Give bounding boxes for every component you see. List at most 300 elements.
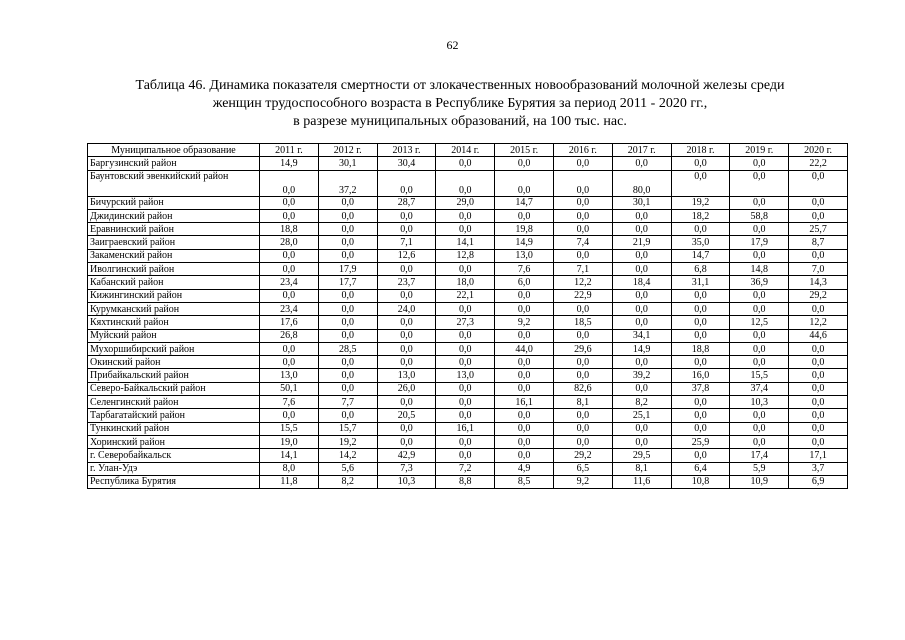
- municipality-name: Джидинский район: [88, 209, 260, 222]
- value-cell: 0,0: [789, 396, 848, 409]
- municipality-name: Республика Бурятия: [88, 475, 260, 488]
- value-cell: 0,0: [495, 356, 554, 369]
- value-cell: 8,1: [612, 462, 671, 475]
- header-cell: 2014 г.: [436, 144, 495, 157]
- value-cell: 0,0: [553, 302, 612, 315]
- value-cell: 0,0: [260, 409, 319, 422]
- value-cell: 0,0: [260, 249, 319, 262]
- value-cell: 0,0: [730, 302, 789, 315]
- value-cell: 0,0: [495, 302, 554, 315]
- value-cell: 17,4: [730, 449, 789, 462]
- value-cell: 10,8: [671, 475, 730, 488]
- value-cell: 0,0: [377, 342, 436, 355]
- value-cell: 0,0: [436, 342, 495, 355]
- value-cell: 0,0: [789, 249, 848, 262]
- table-header-row: [88, 144, 848, 157]
- municipality-name: Еравнинский район: [88, 223, 260, 236]
- header-cell: 2015 г.: [495, 144, 554, 157]
- header-cell: 2019 г.: [730, 144, 789, 157]
- value-cell: 44,0: [495, 342, 554, 355]
- table-row: [88, 196, 848, 209]
- value-cell: 6,0: [495, 276, 554, 289]
- value-cell: 11,8: [260, 475, 319, 488]
- value-cell: 6,9: [789, 475, 848, 488]
- municipality-name: г. Улан-Удэ: [88, 462, 260, 475]
- value-cell: 0,0: [495, 329, 554, 342]
- value-cell: 0,0: [318, 382, 377, 395]
- value-cell: 17,7: [318, 276, 377, 289]
- value-cell: 18,8: [260, 223, 319, 236]
- value-cell: 6,5: [553, 462, 612, 475]
- value-cell: 29,2: [789, 289, 848, 302]
- value-cell: 36,9: [730, 276, 789, 289]
- value-cell: 35,0: [671, 236, 730, 249]
- header-cell: 2020 г.: [789, 144, 848, 157]
- value-cell: 25,1: [612, 409, 671, 422]
- value-cell: 0,0: [671, 316, 730, 329]
- value-cell: 0,0: [730, 342, 789, 355]
- value-cell: 16,1: [436, 422, 495, 435]
- value-cell: 0,0: [436, 409, 495, 422]
- value-cell: 0,0: [318, 236, 377, 249]
- table-row: [88, 316, 848, 329]
- municipality-name: Баунтовский эвенкийский район: [88, 170, 260, 196]
- value-cell: 0,0: [318, 289, 377, 302]
- municipality-name: Иволгинский район: [88, 263, 260, 276]
- value-cell: 0,0: [495, 157, 554, 170]
- value-cell: 8,2: [318, 475, 377, 488]
- value-cell: 12,2: [789, 316, 848, 329]
- value-cell: 0,0: [260, 356, 319, 369]
- value-cell: 14,8: [730, 263, 789, 276]
- value-cell: 0,0: [789, 435, 848, 448]
- value-cell: 0,0: [553, 170, 612, 196]
- header-cell: 2016 г.: [553, 144, 612, 157]
- value-cell: 0,0: [495, 289, 554, 302]
- value-cell: 0,0: [730, 435, 789, 448]
- table-body: [88, 157, 848, 489]
- value-cell: 0,0: [553, 409, 612, 422]
- value-cell: 0,0: [789, 342, 848, 355]
- value-cell: 0,0: [260, 289, 319, 302]
- value-cell: 0,0: [553, 249, 612, 262]
- table-row: [88, 249, 848, 262]
- value-cell: 0,0: [730, 289, 789, 302]
- value-cell: 0,0: [495, 170, 554, 196]
- value-cell: 0,0: [671, 449, 730, 462]
- value-cell: 0,0: [671, 223, 730, 236]
- value-cell: 27,3: [436, 316, 495, 329]
- value-cell: 16,0: [671, 369, 730, 382]
- value-cell: 0,0: [553, 157, 612, 170]
- value-cell: 16,1: [495, 396, 554, 409]
- value-cell: 0,0: [553, 422, 612, 435]
- header-cell: 2018 г.: [671, 144, 730, 157]
- value-cell: 0,0: [789, 356, 848, 369]
- value-cell: 0,0: [436, 329, 495, 342]
- value-cell: 0,0: [436, 356, 495, 369]
- value-cell: 31,1: [671, 276, 730, 289]
- value-cell: 0,0: [436, 449, 495, 462]
- value-cell: 5,6: [318, 462, 377, 475]
- value-cell: 28,5: [318, 342, 377, 355]
- value-cell: 10,3: [730, 396, 789, 409]
- table-row: [88, 276, 848, 289]
- value-cell: 29,6: [553, 342, 612, 355]
- value-cell: 5,9: [730, 462, 789, 475]
- value-cell: 24,0: [377, 302, 436, 315]
- value-cell: 44,6: [789, 329, 848, 342]
- value-cell: 0,0: [612, 289, 671, 302]
- value-cell: 39,2: [612, 369, 671, 382]
- value-cell: 37,2: [318, 170, 377, 196]
- municipality-name: Кяхтинский район: [88, 316, 260, 329]
- value-cell: 28,7: [377, 196, 436, 209]
- municipality-name: Тункинский район: [88, 422, 260, 435]
- value-cell: 30,1: [612, 196, 671, 209]
- value-cell: 0,0: [553, 223, 612, 236]
- value-cell: 0,0: [377, 170, 436, 196]
- value-cell: 0,0: [730, 409, 789, 422]
- value-cell: 0,0: [553, 356, 612, 369]
- value-cell: 19,0: [260, 435, 319, 448]
- value-cell: 0,0: [377, 329, 436, 342]
- value-cell: 22,1: [436, 289, 495, 302]
- value-cell: 14,7: [495, 196, 554, 209]
- value-cell: 0,0: [495, 449, 554, 462]
- table-row: [88, 209, 848, 222]
- value-cell: 12,5: [730, 316, 789, 329]
- value-cell: 0,0: [612, 249, 671, 262]
- header-cell: 2017 г.: [612, 144, 671, 157]
- value-cell: 23,4: [260, 276, 319, 289]
- value-cell: 0,0: [612, 223, 671, 236]
- value-cell: 34,1: [612, 329, 671, 342]
- value-cell: 0,0: [318, 329, 377, 342]
- table-row: [88, 435, 848, 448]
- value-cell: 8,5: [495, 475, 554, 488]
- value-cell: 0,0: [730, 356, 789, 369]
- table-row: [88, 449, 848, 462]
- municipality-name: Бичурский район: [88, 196, 260, 209]
- value-cell: 0,0: [436, 302, 495, 315]
- value-cell: 29,5: [612, 449, 671, 462]
- value-cell: 42,9: [377, 449, 436, 462]
- municipality-name: Селенгинский район: [88, 396, 260, 409]
- value-cell: 0,0: [495, 209, 554, 222]
- value-cell: 0,0: [730, 329, 789, 342]
- value-cell: 0,0: [436, 209, 495, 222]
- value-cell: 20,5: [377, 409, 436, 422]
- value-cell: 0,0: [553, 196, 612, 209]
- value-cell: 18,0: [436, 276, 495, 289]
- table-row: [88, 462, 848, 475]
- value-cell: 29,0: [436, 196, 495, 209]
- value-cell: 17,9: [730, 236, 789, 249]
- value-cell: 0,0: [436, 382, 495, 395]
- page-number: 62: [446, 38, 459, 52]
- value-cell: 37,4: [730, 382, 789, 395]
- value-cell: 0,0: [377, 209, 436, 222]
- value-cell: 0,0: [377, 316, 436, 329]
- value-cell: 13,0: [436, 369, 495, 382]
- table-caption: [60, 77, 860, 131]
- value-cell: 23,7: [377, 276, 436, 289]
- value-cell: 0,0: [318, 316, 377, 329]
- value-cell: 18,2: [671, 209, 730, 222]
- value-cell: 10,9: [730, 475, 789, 488]
- table-row: [88, 342, 848, 355]
- value-cell: 18,8: [671, 342, 730, 355]
- value-cell: 0,0: [377, 356, 436, 369]
- municipality-name: г. Северобайкальск: [88, 449, 260, 462]
- value-cell: 0,0: [436, 263, 495, 276]
- table-row: [88, 369, 848, 382]
- value-cell: 0,0: [730, 422, 789, 435]
- value-cell: 0,0: [730, 157, 789, 170]
- value-cell: 9,2: [495, 316, 554, 329]
- value-cell: 0,0: [671, 302, 730, 315]
- value-cell: 0,0: [789, 170, 848, 196]
- table-row: [88, 382, 848, 395]
- value-cell: 0,0: [612, 209, 671, 222]
- municipality-name: Закаменский район: [88, 249, 260, 262]
- value-cell: 0,0: [377, 223, 436, 236]
- value-cell: 18,4: [612, 276, 671, 289]
- value-cell: 0,0: [553, 209, 612, 222]
- municipality-name: Курумканский район: [88, 302, 260, 315]
- value-cell: 14,9: [495, 236, 554, 249]
- value-cell: 7,2: [436, 462, 495, 475]
- value-cell: 0,0: [671, 422, 730, 435]
- value-cell: 7,0: [789, 263, 848, 276]
- municipality-name: Окинский район: [88, 356, 260, 369]
- value-cell: 0,0: [789, 196, 848, 209]
- municipality-name: Баргузинский район: [88, 157, 260, 170]
- value-cell: 0,0: [671, 289, 730, 302]
- table-row: [88, 236, 848, 249]
- value-cell: 8,2: [612, 396, 671, 409]
- value-cell: 10,3: [377, 475, 436, 488]
- value-cell: 0,0: [730, 196, 789, 209]
- value-cell: 14,9: [260, 157, 319, 170]
- value-cell: 14,2: [318, 449, 377, 462]
- value-cell: 0,0: [789, 409, 848, 422]
- value-cell: 0,0: [436, 157, 495, 170]
- value-cell: 14,1: [436, 236, 495, 249]
- value-cell: 50,1: [260, 382, 319, 395]
- value-cell: 0,0: [671, 356, 730, 369]
- value-cell: 0,0: [495, 422, 554, 435]
- value-cell: 19,2: [671, 196, 730, 209]
- value-cell: 0,0: [553, 369, 612, 382]
- value-cell: 13,0: [495, 249, 554, 262]
- value-cell: 0,0: [436, 223, 495, 236]
- value-cell: 25,7: [789, 223, 848, 236]
- value-cell: 14,7: [671, 249, 730, 262]
- value-cell: 26,8: [260, 329, 319, 342]
- value-cell: 30,1: [318, 157, 377, 170]
- value-cell: 0,0: [612, 435, 671, 448]
- value-cell: 0,0: [612, 263, 671, 276]
- municipality-name: Кабанский район: [88, 276, 260, 289]
- header-cell: 2013 г.: [377, 144, 436, 157]
- value-cell: 19,8: [495, 223, 554, 236]
- value-cell: 17,9: [318, 263, 377, 276]
- municipality-name: Северо-Байкальский район: [88, 382, 260, 395]
- value-cell: 0,0: [436, 170, 495, 196]
- value-cell: 0,0: [789, 302, 848, 315]
- value-cell: 8,1: [553, 396, 612, 409]
- value-cell: 0,0: [318, 409, 377, 422]
- value-cell: 0,0: [671, 157, 730, 170]
- header-cell: 2011 г.: [260, 144, 319, 157]
- value-cell: 0,0: [612, 157, 671, 170]
- table-row: [88, 475, 848, 488]
- value-cell: 8,7: [789, 236, 848, 249]
- value-cell: 0,0: [260, 170, 319, 196]
- municipality-name: Мухоршибирский район: [88, 342, 260, 355]
- municipality-name: Хоринский район: [88, 435, 260, 448]
- table-row: [88, 302, 848, 315]
- caption-line-1: Таблица 46. Динамика показателя смертности от злокачественных новообразований молочной железы среди: [135, 78, 785, 93]
- value-cell: 14,3: [789, 276, 848, 289]
- value-cell: 0,0: [495, 409, 554, 422]
- value-cell: 22,2: [789, 157, 848, 170]
- value-cell: 0,0: [612, 316, 671, 329]
- table-row: [88, 170, 848, 196]
- value-cell: 22,9: [553, 289, 612, 302]
- value-cell: 21,9: [612, 236, 671, 249]
- header-cell: 2012 г.: [318, 144, 377, 157]
- mortality-table: [87, 143, 848, 489]
- municipality-name: Прибайкальский район: [88, 369, 260, 382]
- value-cell: 12,2: [553, 276, 612, 289]
- value-cell: 12,6: [377, 249, 436, 262]
- value-cell: 0,0: [318, 209, 377, 222]
- value-cell: 6,4: [671, 462, 730, 475]
- value-cell: 0,0: [260, 263, 319, 276]
- value-cell: 8,0: [260, 462, 319, 475]
- value-cell: 0,0: [377, 435, 436, 448]
- value-cell: 3,7: [789, 462, 848, 475]
- value-cell: 25,9: [671, 435, 730, 448]
- value-cell: 0,0: [436, 396, 495, 409]
- value-cell: 15,5: [730, 369, 789, 382]
- value-cell: 0,0: [318, 356, 377, 369]
- value-cell: 0,0: [612, 356, 671, 369]
- value-cell: 7,1: [553, 263, 612, 276]
- municipality-name: Заиграевский район: [88, 236, 260, 249]
- table-row: [88, 396, 848, 409]
- value-cell: 17,6: [260, 316, 319, 329]
- value-cell: 0,0: [260, 342, 319, 355]
- value-cell: 0,0: [260, 196, 319, 209]
- value-cell: 0,0: [260, 209, 319, 222]
- value-cell: 0,0: [730, 249, 789, 262]
- value-cell: 0,0: [318, 302, 377, 315]
- value-cell: 6,8: [671, 263, 730, 276]
- value-cell: 7,3: [377, 462, 436, 475]
- value-cell: 30,4: [377, 157, 436, 170]
- value-cell: 4,9: [495, 462, 554, 475]
- value-cell: 0,0: [318, 369, 377, 382]
- value-cell: 0,0: [789, 209, 848, 222]
- value-cell: 7,6: [495, 263, 554, 276]
- value-cell: 0,0: [612, 302, 671, 315]
- table-row: [88, 289, 848, 302]
- value-cell: 11,6: [612, 475, 671, 488]
- municipality-name: Тарбагатайский район: [88, 409, 260, 422]
- table-row: [88, 223, 848, 236]
- value-cell: 23,4: [260, 302, 319, 315]
- value-cell: 14,1: [260, 449, 319, 462]
- value-cell: 28,0: [260, 236, 319, 249]
- value-cell: 0,0: [671, 170, 730, 196]
- value-cell: 0,0: [730, 223, 789, 236]
- municipality-name: Муйский район: [88, 329, 260, 342]
- value-cell: 15,5: [260, 422, 319, 435]
- value-cell: 80,0: [612, 170, 671, 196]
- value-cell: 0,0: [730, 170, 789, 196]
- value-cell: 0,0: [318, 249, 377, 262]
- value-cell: 37,8: [671, 382, 730, 395]
- value-cell: 0,0: [495, 435, 554, 448]
- table-row: [88, 329, 848, 342]
- value-cell: 7,4: [553, 236, 612, 249]
- value-cell: 0,0: [671, 409, 730, 422]
- value-cell: 13,0: [260, 369, 319, 382]
- table-row: [88, 157, 848, 170]
- table-row: [88, 409, 848, 422]
- value-cell: 0,0: [553, 435, 612, 448]
- value-cell: 14,9: [612, 342, 671, 355]
- table-row: [88, 356, 848, 369]
- caption-line-3: в разрезе муниципальных образований, на 100 тыс. нас.: [293, 114, 627, 129]
- value-cell: 15,7: [318, 422, 377, 435]
- value-cell: 0,0: [377, 289, 436, 302]
- value-cell: 0,0: [671, 396, 730, 409]
- value-cell: 18,5: [553, 316, 612, 329]
- value-cell: 0,0: [789, 422, 848, 435]
- caption-line-2: женщин трудоспособного возраста в Республике Бурятия за период 2011 - 2020 гг.,: [212, 96, 708, 111]
- municipality-name: Кижингинский район: [88, 289, 260, 302]
- value-cell: 0,0: [612, 422, 671, 435]
- value-cell: 0,0: [671, 329, 730, 342]
- value-cell: 82,6: [553, 382, 612, 395]
- value-cell: 0,0: [612, 382, 671, 395]
- value-cell: 13,0: [377, 369, 436, 382]
- table-row: [88, 422, 848, 435]
- value-cell: 26,0: [377, 382, 436, 395]
- value-cell: 19,2: [318, 435, 377, 448]
- value-cell: 0,0: [436, 435, 495, 448]
- value-cell: 0,0: [553, 329, 612, 342]
- value-cell: 0,0: [377, 422, 436, 435]
- value-cell: 58,8: [730, 209, 789, 222]
- value-cell: 0,0: [377, 396, 436, 409]
- value-cell: 17,1: [789, 449, 848, 462]
- value-cell: 8,8: [436, 475, 495, 488]
- value-cell: 9,2: [553, 475, 612, 488]
- value-cell: 7,1: [377, 236, 436, 249]
- value-cell: 7,6: [260, 396, 319, 409]
- header-cell: Муниципальное образование: [88, 144, 260, 157]
- value-cell: 0,0: [789, 382, 848, 395]
- value-cell: 0,0: [377, 263, 436, 276]
- value-cell: 0,0: [318, 223, 377, 236]
- value-cell: 0,0: [495, 382, 554, 395]
